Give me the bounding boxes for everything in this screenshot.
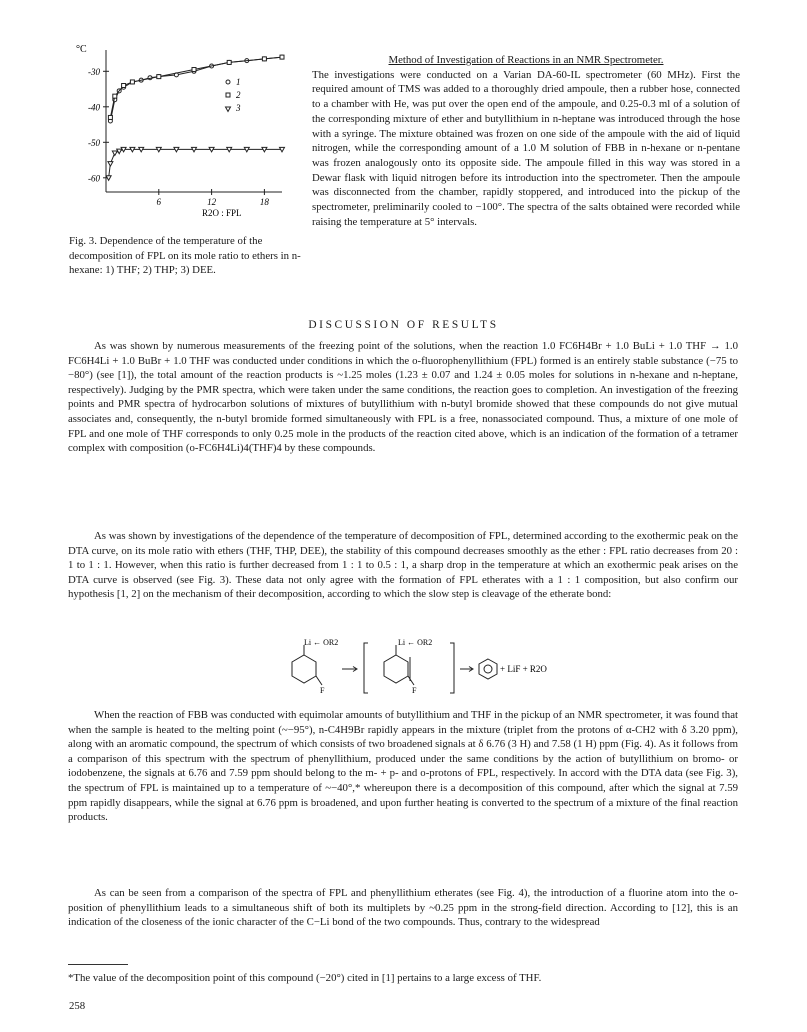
y-unit-label: °C xyxy=(76,44,87,55)
benzyne-ring xyxy=(479,659,497,679)
scheme-f-1: F xyxy=(320,686,325,695)
series-3-line xyxy=(109,149,282,177)
series-2-line xyxy=(110,57,282,117)
footnote-rule xyxy=(68,964,128,965)
method-text: The investigations were conducted on a Varian DA-60-IL spectrometer (60 MHz). First the required amount of TMS was added to a thoroughly dried ampoule, then a rubber hose, connected to a chamber with He, was put over the open end of the ampoule, and 0.25-0.3 ml of a solution of the corresponding mixture of ether and butyllithium in n-heptane was introduced through the hose with a syringe. The mixture obtained was frozen on one side of the ampoule with the aid of liquid nitrogen, while the corresponding amount of a 1.0 M solution of FBB in n-hexane or n-pentane was frozen analogously onto its opposite side. The ampoule filled in this way was stored in a Dewar flask with liquid nitrogen before its introduction into the spectrometer. Then the ampoule was disconnected from the chamber, rapidly stoppered, and introduced into the pickup of the spectrometer, preliminarily cooled to −100°. The spectra of the salts obtained were recorded while raising the temperature at 5° intervals. xyxy=(312,68,740,228)
scheme-f-2: F xyxy=(412,686,417,695)
page-number: 258 xyxy=(69,1000,86,1012)
figure-3-chart xyxy=(70,40,300,250)
y-tick-label: -40 xyxy=(88,102,100,113)
plot-area xyxy=(106,55,284,180)
series-3-point xyxy=(192,147,197,152)
scheme-products: + LiF + R2O xyxy=(500,664,547,674)
x-tick-label: 6 xyxy=(156,197,162,207)
series-2-point xyxy=(113,94,117,98)
y-tick-label: -60 xyxy=(88,173,100,184)
paragraph-4: As can be seen from a comparison of the spectra of FPL and phenyllithium etherates (see Fig. 4), the introduction of a fluorine atom into the o-position of phenyllithium leads to a simultaneous shift of both its multiplets by ~0.25 ppm in the strong-field direction. According to [12], this is an indication of the closeness of the ionic character of the C−Li bond of the two compounds. Thus, contrary to the widespread xyxy=(68,887,738,929)
series-3-point xyxy=(262,147,267,152)
legend-label-3: 3 xyxy=(236,103,241,113)
series-3-point xyxy=(112,151,117,156)
scheme-li-or-1: Li ← OR2 xyxy=(304,638,339,647)
series-2-point xyxy=(130,80,134,84)
series-3-point xyxy=(280,147,285,152)
series-1-line xyxy=(110,57,282,121)
y-tick-label: -50 xyxy=(88,137,100,148)
series-3-point xyxy=(139,147,144,152)
series-2-point xyxy=(262,57,266,61)
paragraph-2: As was shown by investigations of the dependence of the temperature of decomposition of FPL, determined according to the exothermic peak on the DTA curve, on its mole ratio with ethers (THF, THP, DEE), the stability of this compound decreases smoothly as the ether : FPL ratio decreases from 20 : 1 to 1 : 1. However, when this ratio is further decreased from 1 : 1 to 0.5 : 1, a sharp drop in the temperature at which an exothermic peak arises on the DTA curve is observed (see Fig. 3). These data not only agree with the formation of FPL etherates with a 1 : 1 composition, but also confirm our hypothesis [1, 2] on the mechanism of their decomposition, according to which the slow step is cleavage of the etherate bond: xyxy=(68,530,738,601)
series-3-point xyxy=(227,147,232,152)
series-2-point xyxy=(157,75,161,79)
scheme-li-or-2: Li ← OR2 xyxy=(398,638,433,647)
legend-label-1: 1 xyxy=(236,77,241,87)
method-section xyxy=(312,53,740,229)
y-tick-label: -30 xyxy=(88,66,100,77)
figure-caption: Fig. 3. Dependence of the temperature of the decomposition of FPL on its mole ratio to ethers in n-hexane: 1) THF; 2) THP; 3) DEE. xyxy=(69,235,301,277)
legend xyxy=(226,77,242,113)
legend-marker-3 xyxy=(226,107,231,112)
legend-marker-1 xyxy=(226,80,230,84)
reaction-scheme xyxy=(270,637,570,697)
bracket-left xyxy=(364,643,368,693)
section-title: DISCUSSION OF RESULTS xyxy=(308,319,499,331)
f-bond-2 xyxy=(408,676,414,685)
benzene-ring-2 xyxy=(384,655,408,683)
x-tick-label: 18 xyxy=(259,197,269,207)
series-3-point xyxy=(209,147,214,152)
series-2-point xyxy=(122,84,126,88)
series-3-point xyxy=(106,176,111,181)
series-2-point xyxy=(227,60,231,64)
series-3-point xyxy=(244,147,249,152)
paragraph-1: As was shown by numerous measurements of the freezing point of the solutions, when the reaction 1.0 FC6H4Br + 1.0 BuLi + 1.0 THF → 1.0 FC6H4Li + 1.0 BuBr + 1.0 THF was conducted under conditions in which the o-fluorophenyllithium (FPL) formed is an entirely stable substance (−75 to −80°) (see [1]), the total amount of the reaction products is ~1.25 moles (1.23 ± 0.07 and 1.24 ± 0.05 moles for solutions in n-hexane and n-heptane, respectively). Judging by the PMR spectra, which were taken under the same conditions, the reaction goes to completion. An investigation of the freezing points and PMR spectra of hydrocarbon solutions of mixtures of butyllithium with n-butyl bromide showed that these compounds do not give mutual associates and, consequently, the n-butyl bromide formed simultaneously with FPL is a free, nonassociated compound. Thus, a mixture of one mole of FPL and one mole of THF corresponds to only 0.25 mole in the products of the reaction cited above, which is an indication of the formation of a tetramer complex with composition (o-FC6H4Li)4(THF)4 by these compounds. xyxy=(68,340,738,455)
series-3-point xyxy=(156,147,161,152)
footnote: *The value of the decomposition point of this compound (−20°) cited in [1] pertains to a large excess of THF. xyxy=(68,972,542,984)
f-bond-1 xyxy=(316,676,322,685)
x-tick-label: 12 xyxy=(207,197,217,207)
series-2-point xyxy=(192,68,196,72)
series-2-point xyxy=(280,55,284,59)
series-3-point xyxy=(108,162,113,167)
series-3-point xyxy=(121,147,126,152)
legend-marker-2 xyxy=(226,93,230,97)
series-3-point xyxy=(174,147,179,152)
series-3-point xyxy=(130,147,135,152)
series-3-point xyxy=(117,149,122,154)
x-axis-label: R2O : FPL xyxy=(202,208,242,218)
legend-label-2: 2 xyxy=(236,90,241,100)
paragraph-3: When the reaction of FBB was conducted with equimolar amounts of butyllithium and THF in the pickup of an NMR spectrometer, it was found that when the sample is heated to the melting point (~−95°), n-C4H9Br rapidly appears in the mixture (triplet from the protons of α-CH2 with δ 3.20 ppm), along with an aromatic compound, the spectrum of which consists of two broadened signals at δ 6.76 (3 H) and 7.58 (1 H) ppm (Fig. 4). As it follows from a comparison of this spectrum with the spectrum of phenyllithium, produced under the same conditions by the action of butyllithium on bromo- or iodobenzene, the signals at 6.76 and 7.59 ppm should belong to the m- + p- and o-protons of FPL, respectively. In accord with the DTA data (see Fig. 3), the spectrum of FPL is maintained up to a temperature of ~−40°,* whereupon there is a decomposition of this compound, after which the signal at 7.59 ppm rapidly disappears, while the signal at 6.76 ppm is broadened, and upon further heating is converted to the spectrum of a mixture of the final reaction products. xyxy=(68,709,738,824)
benzyne-center xyxy=(484,665,492,673)
method-heading: Method of Investigation of Reactions in an NMR Spectrometer. xyxy=(388,54,664,66)
benzene-ring-1 xyxy=(292,655,316,683)
series-2-point xyxy=(108,115,112,119)
bracket-right xyxy=(450,643,454,693)
